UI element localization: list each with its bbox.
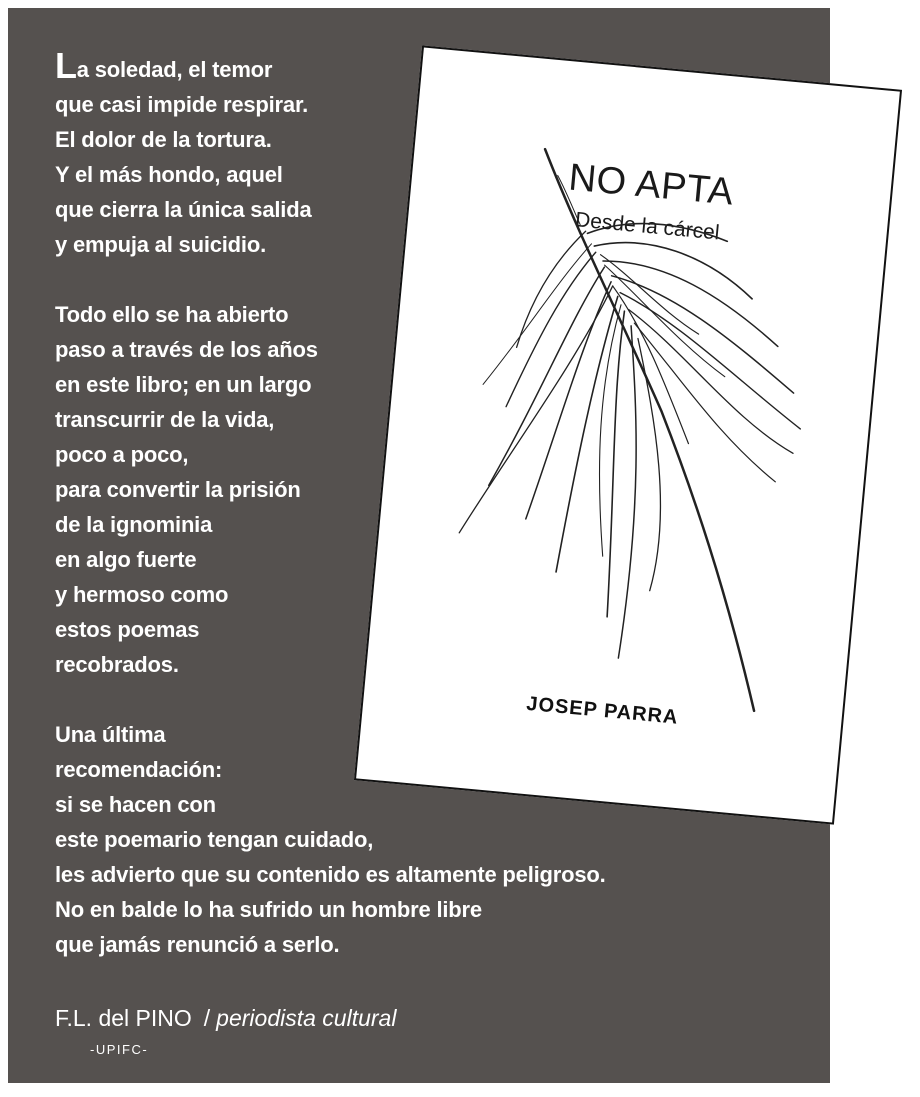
author-credit	[55, 1005, 396, 1032]
credit-organization: -UPIFC-	[90, 1042, 149, 1057]
feather-illustration	[425, 123, 836, 724]
poem-line: este poemario tengan cuidado,	[55, 827, 374, 852]
poem-line: transcurrir de la vida,	[55, 407, 275, 432]
poem-line: recomendación:	[55, 757, 223, 782]
poem-line: No en balde lo ha sufrido un hombre libre	[55, 897, 482, 922]
poem-line: en este libro; en un largo	[55, 372, 312, 397]
credit-role: periodista cultural	[216, 1005, 397, 1031]
poem-line: Y el más hondo, aquel	[55, 162, 283, 187]
poem-line: que jamás renunció a serlo.	[55, 932, 340, 957]
poem-line: poco a poco,	[55, 442, 189, 467]
poem-line: Una última	[55, 722, 166, 747]
poem-line: en algo fuerte	[55, 547, 197, 572]
poem-line: si se hacen con	[55, 792, 216, 817]
drop-cap: L	[55, 45, 77, 86]
poem-line: les advierto que su contenido es altamente peligroso.	[55, 862, 606, 887]
poem-line: que cierra la única salida	[55, 197, 312, 222]
book-cover	[354, 45, 902, 824]
book-title: NO APTA	[566, 156, 736, 214]
poem-line: de la ignominia	[55, 512, 213, 537]
line-text: a soledad, el temor	[76, 57, 273, 82]
feather-shaft	[495, 149, 804, 711]
poem-line: y hermoso como	[55, 582, 229, 607]
poem-line: que casi impide respirar.	[55, 92, 309, 117]
poem-line: recobrados.	[55, 652, 179, 677]
poem-line: y empuja al suicidio.	[55, 232, 266, 257]
book-author: JOSEP PARRA	[525, 692, 680, 729]
poem-line: Todo ello se ha abierto	[55, 302, 289, 327]
credit-separator: /	[203, 1005, 211, 1031]
book-subtitle: Desde la cárcel	[574, 208, 721, 245]
poem-line: estos poemas	[55, 617, 200, 642]
poem-line: para convertir la prisión	[55, 477, 301, 502]
poem-line: paso a través de los años	[55, 337, 318, 362]
credit-name: F.L. del PINO	[55, 1005, 192, 1031]
poem-line: El dolor de la tortura.	[55, 127, 272, 152]
